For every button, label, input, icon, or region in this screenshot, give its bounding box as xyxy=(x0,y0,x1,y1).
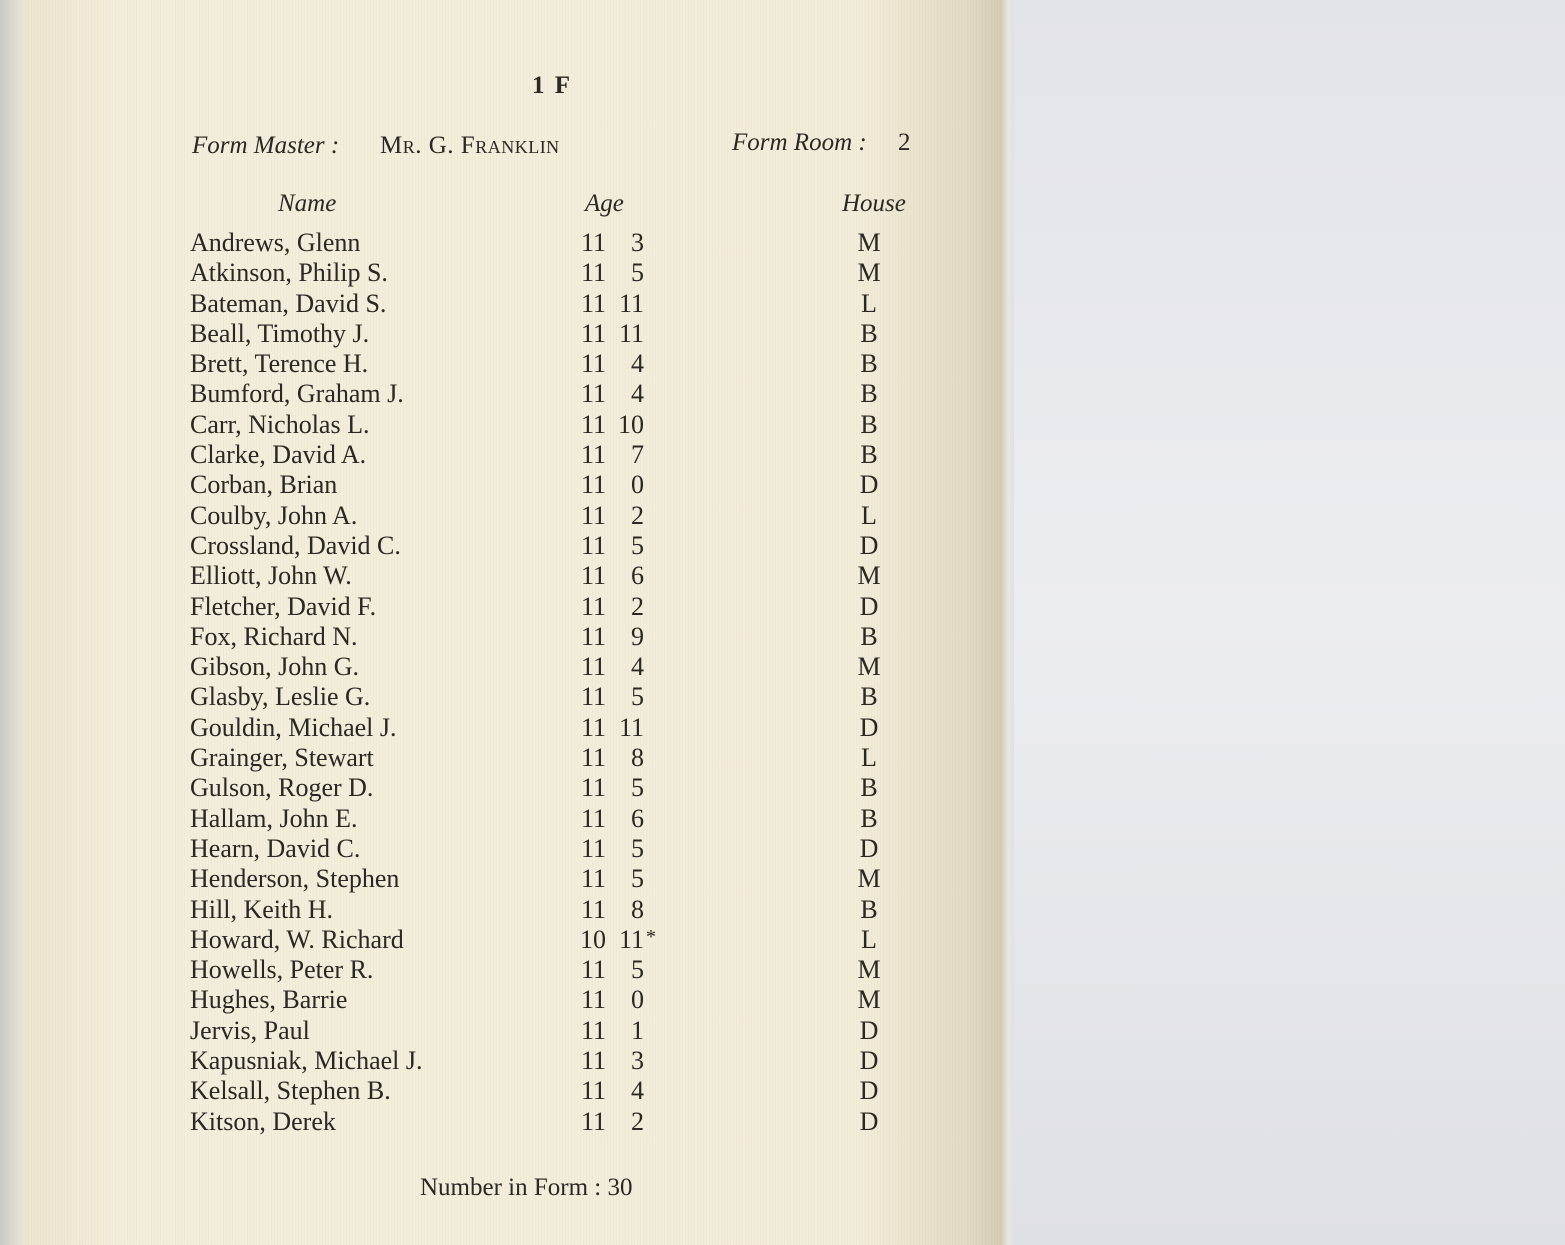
pupil-age-months: 5 xyxy=(631,955,644,985)
pupil-name: Gibson, John G. xyxy=(190,652,360,682)
pupil-row xyxy=(22,258,1007,288)
pupil-house: D xyxy=(859,1076,879,1106)
pupil-row xyxy=(22,925,1007,955)
pupil-age-years: 11 xyxy=(580,500,606,530)
pupil-age-years: 11 xyxy=(580,379,606,409)
pupil-row xyxy=(22,379,1007,409)
pupil-name: Crossland, David C. xyxy=(190,530,401,560)
pupil-house: B xyxy=(860,349,878,379)
pupil-age-years: 11 xyxy=(580,712,606,742)
pupil-house: L xyxy=(861,924,877,954)
pupil-row xyxy=(22,1016,1007,1046)
pupil-age-months: 11 xyxy=(618,288,644,318)
pupil-house: M xyxy=(857,258,881,288)
pupil-row xyxy=(22,804,1007,834)
pupil-age-years: 11 xyxy=(580,833,606,863)
document-page xyxy=(22,0,1007,1245)
pupil-name: Kelsall, Stephen B. xyxy=(190,1076,391,1106)
pupil-age-months: 2 xyxy=(631,1106,644,1136)
pupil-age-years: 11 xyxy=(580,1015,606,1045)
pupil-name: Glasby, Leslie G. xyxy=(190,682,371,712)
form-master-name: Mr. G. Franklin xyxy=(380,132,560,159)
pupil-house: D xyxy=(859,470,879,500)
pupil-name: Coulby, John A. xyxy=(190,500,358,530)
pupil-age-years: 10 xyxy=(580,924,606,954)
pupil-house: D xyxy=(859,1106,879,1136)
pupil-age-years: 11 xyxy=(580,1106,606,1136)
pupil-age-years: 11 xyxy=(580,349,606,379)
pupil-age-months: 5 xyxy=(631,833,644,863)
pupil-name: Bumford, Graham J. xyxy=(190,379,404,409)
pupil-house: B xyxy=(860,621,878,651)
pupil-age-months: 11 xyxy=(618,318,644,348)
pupil-age-months: 9 xyxy=(631,621,644,651)
pupil-age-years: 11 xyxy=(580,591,606,621)
pupil-name: Clarke, David A. xyxy=(190,440,367,470)
pupil-age-months: 10 xyxy=(618,409,644,439)
pupil-age-months: 4 xyxy=(631,379,644,409)
pupil-house: D xyxy=(859,1046,879,1076)
pupil-age-years: 11 xyxy=(580,530,606,560)
pupil-house: L xyxy=(861,288,877,318)
form-title: 1 F xyxy=(532,72,573,99)
form-master-label: Form Master : xyxy=(192,132,340,159)
pupil-name: Howard, W. Richard xyxy=(190,924,404,954)
pupil-row xyxy=(22,592,1007,622)
pupil-age-months: 3 xyxy=(631,228,644,257)
pupil-house: L xyxy=(861,743,877,773)
form-room-number: 2 xyxy=(898,129,911,156)
pupil-row xyxy=(22,895,1007,925)
pupil-house: D xyxy=(859,833,879,863)
pupil-row xyxy=(22,622,1007,652)
pupil-row xyxy=(22,440,1007,470)
pupil-house: L xyxy=(861,500,877,530)
book-gutter xyxy=(1000,0,1014,1245)
pupil-age-months: 6 xyxy=(631,561,644,591)
pupil-age-years: 11 xyxy=(580,1046,606,1076)
pupil-age-months: 5 xyxy=(631,682,644,712)
pupil-name: Kapusniak, Michael J. xyxy=(190,1046,423,1076)
pupil-list xyxy=(22,228,1007,1137)
pupil-age-months: 0 xyxy=(631,985,644,1015)
pupil-row xyxy=(22,289,1007,319)
pupil-house: B xyxy=(860,894,878,924)
pupil-age-months: 8 xyxy=(631,743,644,773)
pupil-house: B xyxy=(860,379,878,409)
pupil-row xyxy=(22,349,1007,379)
pupil-age-months: 6 xyxy=(631,803,644,833)
pupil-row xyxy=(22,501,1007,531)
pupil-name: Fletcher, David F. xyxy=(190,591,377,621)
pupil-age-years: 11 xyxy=(580,743,606,773)
pupil-house: M xyxy=(857,955,881,985)
pupil-age-months: 3 xyxy=(631,1046,644,1076)
pupil-name: Jervis, Paul xyxy=(190,1015,310,1045)
pupil-age-months: 5 xyxy=(631,258,644,288)
pupil-name: Hallam, John E. xyxy=(190,803,358,833)
pupil-age-years: 11 xyxy=(580,228,606,257)
pupil-age-months: 2 xyxy=(631,500,644,530)
pupil-house: D xyxy=(859,712,879,742)
pupil-house: D xyxy=(859,1015,879,1045)
pupil-name: Henderson, Stephen xyxy=(190,864,400,894)
pupil-age-months: 4 xyxy=(631,1076,644,1106)
pupil-age-years: 11 xyxy=(580,773,606,803)
pupil-row xyxy=(22,773,1007,803)
pupil-age-years: 11 xyxy=(580,1076,606,1106)
pupil-age-years: 11 xyxy=(580,440,606,470)
pupil-house: M xyxy=(857,864,881,894)
pupil-age-years: 11 xyxy=(580,864,606,894)
pupil-row xyxy=(22,561,1007,591)
number-in-form: Number in Form : 30 xyxy=(420,1174,633,1201)
pupil-house: B xyxy=(860,409,878,439)
pupil-age-months: 7 xyxy=(631,440,644,470)
pupil-row xyxy=(22,834,1007,864)
background-surface xyxy=(1014,0,1565,1245)
pupil-name: Gulson, Roger D. xyxy=(190,773,374,803)
pupil-row xyxy=(22,864,1007,894)
pupil-row xyxy=(22,410,1007,440)
pupil-name: Atkinson, Philip S. xyxy=(190,258,388,288)
pupil-row xyxy=(22,1107,1007,1137)
pupil-row xyxy=(22,470,1007,500)
pupil-age-months: 5 xyxy=(631,773,644,803)
pupil-age-years: 11 xyxy=(580,561,606,591)
pupil-name: Hughes, Barrie xyxy=(190,985,348,1015)
form-room-label: Form Room : xyxy=(732,129,867,156)
pupil-house: M xyxy=(857,561,881,591)
pupil-row xyxy=(22,955,1007,985)
pupil-house: B xyxy=(860,773,878,803)
pupil-house: B xyxy=(860,682,878,712)
column-header-name: Name xyxy=(278,190,337,217)
pupil-age-years: 11 xyxy=(580,682,606,712)
pupil-house: M xyxy=(857,652,881,682)
pupil-age-months: 4 xyxy=(631,349,644,379)
pupil-age-years: 11 xyxy=(580,409,606,439)
pupil-age-months: 11 xyxy=(618,924,644,954)
previous-page-edge xyxy=(0,0,22,1245)
column-header-house: House xyxy=(842,190,906,217)
pupil-house: B xyxy=(860,803,878,833)
pupil-row xyxy=(22,713,1007,743)
pupil-house: B xyxy=(860,440,878,470)
pupil-name: Andrews, Glenn xyxy=(190,228,361,257)
pupil-age-years: 11 xyxy=(580,318,606,348)
pupil-age-months: 5 xyxy=(631,530,644,560)
pupil-age-months: 8 xyxy=(631,894,644,924)
pupil-name: Kitson, Derek xyxy=(190,1106,336,1136)
column-header-age: Age xyxy=(585,190,624,217)
pupil-age-months: 11 xyxy=(618,712,644,742)
pupil-age-years: 11 xyxy=(580,652,606,682)
pupil-name: Carr, Nicholas L. xyxy=(190,409,370,439)
pupil-name: Brett, Terence H. xyxy=(190,349,369,379)
pupil-age-years: 11 xyxy=(580,288,606,318)
pupil-row xyxy=(22,228,1007,258)
pupil-name: Elliott, John W. xyxy=(190,561,352,591)
pupil-house: B xyxy=(860,318,878,348)
pupil-age-years: 11 xyxy=(580,894,606,924)
pupil-age-years: 11 xyxy=(580,803,606,833)
pupil-name: Bateman, David S. xyxy=(190,288,387,318)
pupil-row xyxy=(22,531,1007,561)
pupil-row xyxy=(22,652,1007,682)
pupil-row xyxy=(22,682,1007,712)
pupil-name: Beall, Timothy J. xyxy=(190,318,370,348)
pupil-name: Corban, Brian xyxy=(190,470,338,500)
pupil-row xyxy=(22,1046,1007,1076)
pupil-age-months: 1 xyxy=(631,1015,644,1045)
pupil-name: Gouldin, Michael J. xyxy=(190,712,397,742)
pupil-house: M xyxy=(857,985,881,1015)
pupil-name: Grainger, Stewart xyxy=(190,743,374,773)
pupil-house: M xyxy=(857,228,881,257)
pupil-row xyxy=(22,743,1007,773)
pupil-age-note-mark: * xyxy=(646,925,656,948)
pupil-name: Howells, Peter R. xyxy=(190,955,374,985)
pupil-age-months: 0 xyxy=(631,470,644,500)
pupil-name: Fox, Richard N. xyxy=(190,621,358,651)
pupil-age-months: 2 xyxy=(631,591,644,621)
pupil-age-years: 11 xyxy=(580,258,606,288)
pupil-age-years: 11 xyxy=(580,621,606,651)
pupil-age-years: 11 xyxy=(580,470,606,500)
pupil-row xyxy=(22,985,1007,1015)
pupil-age-months: 5 xyxy=(631,864,644,894)
pupil-row xyxy=(22,1076,1007,1106)
pupil-house: D xyxy=(859,530,879,560)
pupil-name: Hill, Keith H. xyxy=(190,894,333,924)
pupil-age-years: 11 xyxy=(580,955,606,985)
pupil-age-months: 4 xyxy=(631,652,644,682)
pupil-name: Hearn, David C. xyxy=(190,833,361,863)
pupil-row xyxy=(22,319,1007,349)
pupil-age-years: 11 xyxy=(580,985,606,1015)
pupil-house: D xyxy=(859,591,879,621)
